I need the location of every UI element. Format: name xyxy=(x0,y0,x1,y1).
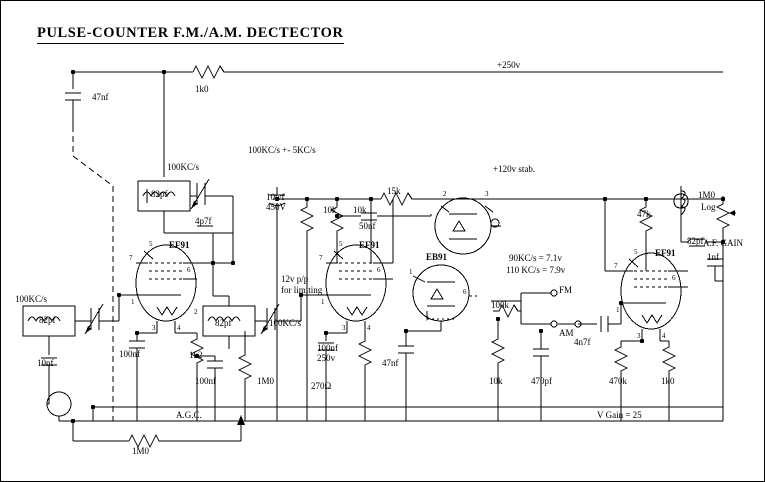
pin-number: 1 xyxy=(321,298,325,306)
switch-label-am[interactable]: AM xyxy=(559,328,574,338)
component-label-4p7f: 4p7f xyxy=(195,216,212,226)
note-limiting-line1: 12v p/p xyxy=(281,274,309,284)
component-label-82pf-a: 82pf xyxy=(151,189,168,199)
tube-label-v1: EF91 xyxy=(169,240,190,250)
note-sens-line1: 90KC/s = 7.1v xyxy=(509,253,562,263)
component-label-82pf-b: 82pf xyxy=(215,318,232,328)
component-label-100nf-b: 100nf xyxy=(195,376,216,386)
switch-label-fm[interactable]: FM xyxy=(559,285,573,295)
pin-number: 7 xyxy=(319,254,323,262)
pin-number: 3 xyxy=(485,190,489,198)
pin-number: 7 xyxy=(425,315,429,323)
note-log: Log xyxy=(701,202,716,212)
pin-number: 4 xyxy=(177,324,181,332)
component-label-100kcs-left: 100KC/s xyxy=(15,294,48,304)
component-label-10uf-line2: 450V xyxy=(266,202,286,212)
component-label-82pf-out: 82pf xyxy=(687,236,704,246)
component-label-47nf-top: 47nf xyxy=(92,92,109,102)
pin-number: 6 xyxy=(377,266,381,274)
label-af-gain: A.F. GAIN xyxy=(703,238,744,248)
circuit-drawing xyxy=(1,1,765,482)
pin-number: 3 xyxy=(637,332,641,340)
component-label-4n7f: 4n7f xyxy=(574,337,591,347)
tube-label-v4: EF91 xyxy=(655,248,676,258)
component-label-270ohm: 270Ω xyxy=(311,381,332,391)
component-label-47nf-mid: 47nf xyxy=(382,358,399,368)
pin-number: 5 xyxy=(339,240,343,248)
component-label-1m0-log: 1M0 xyxy=(698,190,716,200)
component-label-1k2: 1k2 xyxy=(189,350,203,360)
component-label-1k0-top: 1k0 xyxy=(195,84,209,94)
component-label-100nf-v1: 100nf xyxy=(119,349,140,359)
page-title: PULSE-COUNTER F.M./A.M. DECTECTOR xyxy=(37,25,344,44)
component-label-100k: 100k xyxy=(491,300,509,310)
component-label-10k-b: 10k xyxy=(353,205,367,215)
note-limiting-line2: for limiting xyxy=(281,285,323,295)
component-label-10k-a: 10k xyxy=(323,205,337,215)
label-v-gain: V Gain = 25 xyxy=(597,410,642,420)
note-freq-tolerance: 100KC/s +- 5KC/s xyxy=(248,145,316,155)
pin-number: 1 xyxy=(409,268,413,276)
pin-number: 6 xyxy=(187,266,191,274)
pin-number: 6 xyxy=(672,274,676,282)
pin-number: 3 xyxy=(152,324,156,332)
component-label-50nf: 50nf xyxy=(359,221,376,231)
supply-label-250v: +250v xyxy=(497,60,521,70)
component-label-47k: 47k xyxy=(637,209,651,219)
component-label-100kcs-top: 100KC/s xyxy=(167,162,200,172)
component-label-10k-c: 10k xyxy=(489,376,503,386)
component-label-10nf: 10nf xyxy=(37,358,54,368)
pin-number: 1 xyxy=(616,306,620,314)
pin-number: 5 xyxy=(149,240,153,248)
component-label-1m0-agc: 1M0 xyxy=(132,446,150,456)
component-label-100nf-250v-line1: 100nf xyxy=(317,343,338,353)
tube-label-v2: EF91 xyxy=(359,240,380,250)
pin-number: 7 xyxy=(129,254,133,262)
component-label-470k: 470k xyxy=(609,376,627,386)
component-label-1m0-a: 1M0 xyxy=(257,376,275,386)
note-sens-line2: 110 KC/s = 7.9v xyxy=(506,265,566,275)
component-label-470pf: 470pf xyxy=(531,376,552,386)
component-label-1k0-out: 1k0 xyxy=(661,376,675,386)
pin-number: 3 xyxy=(342,324,346,332)
component-label-100kcs-b: 100KC/s xyxy=(269,318,302,328)
pin-number: 4 xyxy=(367,324,371,332)
label-agc: A.G.C. xyxy=(176,410,202,420)
component-label-100nf-250v-line2: 250v xyxy=(317,353,335,363)
pin-number: 2 xyxy=(443,190,447,198)
component-label-10uf-line1: 10wf xyxy=(266,192,285,202)
pin-number: 2 xyxy=(194,308,198,316)
supply-label-120v: +120v stab. xyxy=(493,164,536,174)
component-label-15k: 15k xyxy=(387,186,401,196)
pin-number: 7 xyxy=(614,262,618,270)
component-label-82pf-left: 82pf xyxy=(39,315,56,325)
tube-label-v3: EB91 xyxy=(426,252,448,262)
pin-number: 5 xyxy=(634,248,638,256)
pin-number: 1 xyxy=(131,298,135,306)
pin-number: 6 xyxy=(463,288,467,296)
pin-number: 4 xyxy=(662,332,666,340)
component-label-1nf: 1nf xyxy=(707,252,719,262)
